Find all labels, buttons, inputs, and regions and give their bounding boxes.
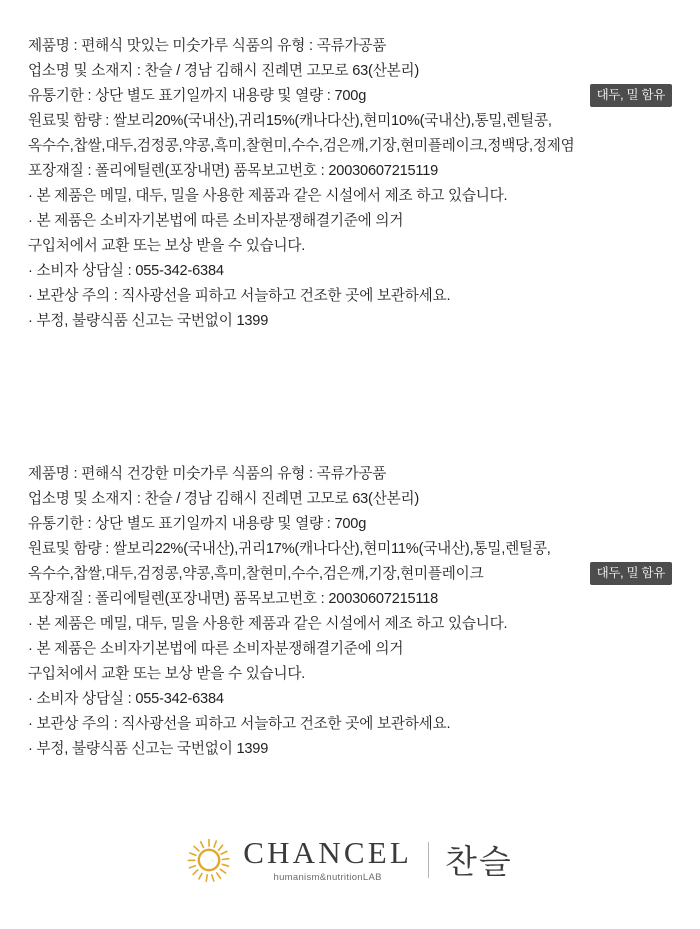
product-1-line-5: 옥수수,찹쌀,대두,검정콩,약콩,흑미,찰현미,수수,검은깨,기장,현미플레이크,정백당,정제염	[28, 138, 575, 154]
brand-name: CHANCEL	[243, 834, 413, 870]
product-info-block-1	[28, 34, 672, 334]
product-2-line-6: 포장재질 : 폴리에틸렌(포장내면) 품목보고번호 : 20030607215118	[28, 591, 439, 607]
product-2-line-9: 구입처에서 교환 또는 보상 받을 수 있습니다.	[28, 666, 306, 682]
product-1-line-8: · 본 제품은 소비자기본법에 따른 소비자분쟁해결기준에 의거	[28, 213, 404, 229]
product-1-line-9: 구입처에서 교환 또는 보상 받을 수 있습니다.	[28, 238, 306, 254]
product-2-line-5: 옥수수,찹쌀,대두,검정콩,약콩,흑미,찰현미,수수,검은깨,기장,현미플레이크	[28, 566, 484, 582]
product-1-line-4: 원료및 함량 : 쌀보리20%(국내산),귀리15%(캐나다산),현미10%(국내산),통밀,렌틸콩,	[28, 113, 552, 129]
product-2-line-4: 원료및 함량 : 쌀보리22%(국내산),귀리17%(캐나다산),현미11%(국내산),통밀,렌틸콩,	[28, 541, 551, 557]
sunburst-icon	[187, 838, 231, 882]
product-1-line-12: · 부정, 불량식품 신고는 국번없이 1399	[28, 313, 269, 329]
product-2-line-3: 유통기한 : 상단 별도 표기일까지 내용량 및 열량 : 700g	[28, 516, 367, 532]
product-1-line-10: · 소비자 상담실 : 055-342-6384	[28, 263, 224, 279]
wordmark	[243, 834, 413, 883]
product-2-line-1: 제품명 : 편해식 건강한 미숫가루 식품의 유형 : 곡류가공품	[28, 466, 387, 482]
product-2-line-8: · 본 제품은 소비자기본법에 따른 소비자분쟁해결기준에 의거	[28, 641, 404, 657]
product-1-line-3: 유통기한 : 상단 별도 표기일까지 내용량 및 열량 : 700g	[28, 88, 367, 104]
brand-logo	[0, 836, 700, 883]
product-2-line-7: · 본 제품은 메밀, 대두, 밀을 사용한 제품과 같은 시설에서 제조 하고 있습니다.	[28, 616, 508, 632]
product-2-line-12: · 부정, 불량식품 신고는 국번없이 1399	[28, 741, 269, 757]
product-2-line-10: · 소비자 상담실 : 055-342-6384	[28, 691, 224, 707]
product-1-line-7: · 본 제품은 메밀, 대두, 밀을 사용한 제품과 같은 시설에서 제조 하고 있습니다.	[28, 188, 508, 204]
allergen-badge-2: 대두, 밀 함유	[590, 562, 672, 585]
product-2-line-2: 업소명 및 소재지 : 찬슬 / 경남 김해시 진례면 고모로 63(산본리)	[28, 491, 420, 507]
product-1-line-11: · 보관상 주의 : 직사광선을 피하고 서늘하고 건조한 곳에 보관하세요.	[28, 288, 451, 304]
product-info-block-2	[28, 462, 672, 762]
brand-tagline: humanism&nutritionLAB	[273, 871, 382, 883]
logo-divider	[428, 842, 429, 878]
product-1-line-6: 포장재질 : 폴리에틸렌(포장내면) 품목보고번호 : 20030607215119	[28, 163, 439, 179]
allergen-badge-1: 대두, 밀 함유	[590, 84, 672, 107]
product-1-line-1: 제품명 : 편해식 맛있는 미숫가루 식품의 유형 : 곡류가공품	[28, 38, 387, 54]
product-1-line-2: 업소명 및 소재지 : 찬슬 / 경남 김해시 진례면 고모로 63(산본리)	[28, 63, 420, 79]
brand-name-korean: 찬슬	[445, 843, 513, 880]
product-2-line-11: · 보관상 주의 : 직사광선을 피하고 서늘하고 건조한 곳에 보관하세요.	[28, 716, 451, 732]
